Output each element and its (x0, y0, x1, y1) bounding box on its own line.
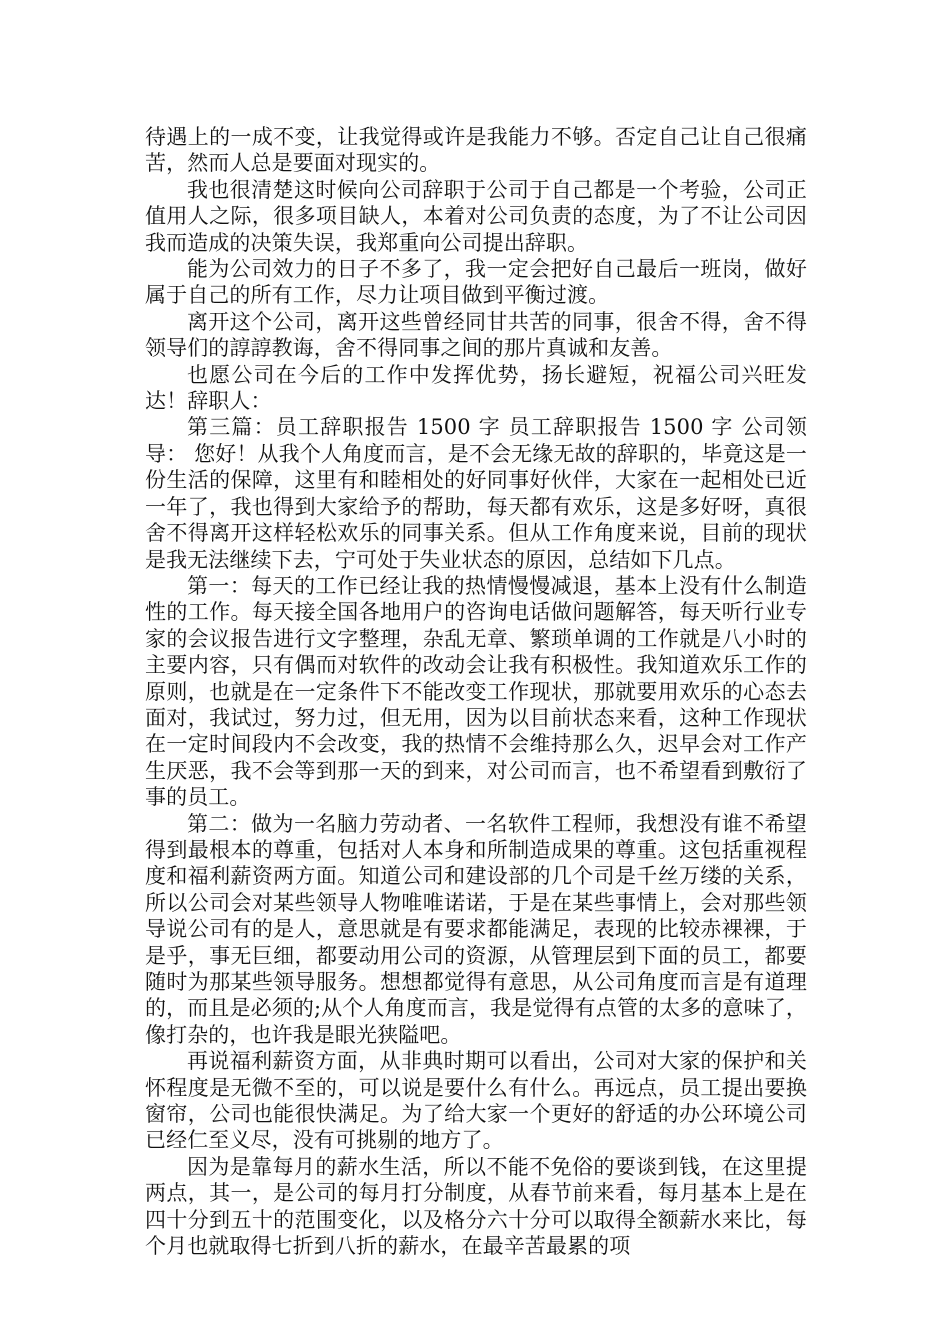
paragraph-8: 第二：做为一名脑力劳动者、一名软件工程师，我想没有谁不希望得到最根本的尊重，包括对人本身和所制造成果的尊重。这包括重视程度和福利薪资两方面。知道公司和建设部的几个司是千丝万缕的关系，所以公司会对某些领导人物唯唯诺诺，于是在某些事情上，会对那些领导说公司有的是人，意思就是有要求都能满足，表现的比较赤裸裸，于是乎，事无巨细，都要动用公司的资源，从管理层到下面的员工，都要随时为那某些领导服务。想想都觉得有意思，从公司角度而言是有道理的，而且是必须的;从个人角度而言，我是觉得有点管的太多的意味了，像打杂的，也许我是眼光狭隘吧。 (145, 811, 807, 1047)
paragraph-3: 能为公司效力的日子不多了，我一定会把好自己最后一班岗，做好属于自己的所有工作，尽力让项目做到平衡过渡。 (145, 257, 807, 308)
paragraph-10: 因为是靠每月的薪水生活，所以不能不免俗的要谈到钱，在这里提两点，其一，是公司的每月打分制度，从春节前来看，每月基本上是在四十分到五十的范围变化，以及格分六十分可以取得全额薪水来比，每个月也就取得七折到八折的薪水，在最辛苦最累的项 (145, 1154, 807, 1259)
paragraph-5: 也愿公司在今后的工作中发挥优势，扬长避短，祝福公司兴旺发达！辞职人： (145, 362, 807, 414)
paragraph-2: 我也很清楚这时候向公司辞职于公司于自己都是一个考验，公司正值用人之际，很多项目缺人，本着对公司负责的态度，为了不让公司因我而造成的决策失误，我郑重向公司提出辞职。 (145, 177, 807, 255)
paragraph-7: 第一：每天的工作已经让我的热情慢慢减退，基本上没有什么制造性的工作。每天接全国各地用户的咨询电话做问题解答，每天听行业专家的会议报告进行文字整理，杂乱无章、繁琐单调的工作就是八小时的主要内容，只有偶而对软件的改动会让我有积极性。我知道欢乐工作的原则，也就是在一定条件下不能改变工作现状，那就要用欢乐的心态去面对，我试过，努力过，但无用，因为以目前状态来看，这种工作现状在一定时间段内不会改变，我的热情不会维持那么久，迟早会对工作产生厌恶，我不会等到那一天的到来，对公司而言，也不希望看到敷衍了事的员工。 (145, 573, 807, 810)
paragraph-6: 第三篇：员工辞职报告 1500 字 员工辞职报告 1500 字 公司领导： 您好！从我个人角度而言，是不会无缘无故的辞职的，毕竟这是一份生活的保障，这里有和睦相处的好同事好伙伴，大家在一起相处已近一年了，我也得到大家给予的帮助，每天都有欢乐，这是多好呀，真很舍不得离开这样轻松欢乐的同事关系。但从工作角度来说，目前的现状是我无法继续下去，宁可处于失业状态的原因，总结如下几点。 (145, 415, 807, 572)
document-body (145, 124, 807, 1259)
paragraph-1: 待遇上的一成不变，让我觉得或许是我能力不够。否定自己让自己很痛苦，然而人总是要面对现实的。 (145, 125, 807, 176)
paragraph-9: 再说福利薪资方面，从非典时期可以看出，公司对大家的保护和关怀程度是无微不至的，可以说是要什么有什么。再远点，员工提出要换窗帘，公司也能很快满足。为了给大家一个更好的舒适的办公环境公司已经仁至义尽，没有可挑剔的地方了。 (145, 1049, 807, 1153)
paragraph-4: 离开这个公司，离开这些曾经同甘共苦的同事，很舍不得，舍不得领导们的諄諄教诲，舍不得同事之间的那片真诚和友善。 (145, 309, 807, 361)
